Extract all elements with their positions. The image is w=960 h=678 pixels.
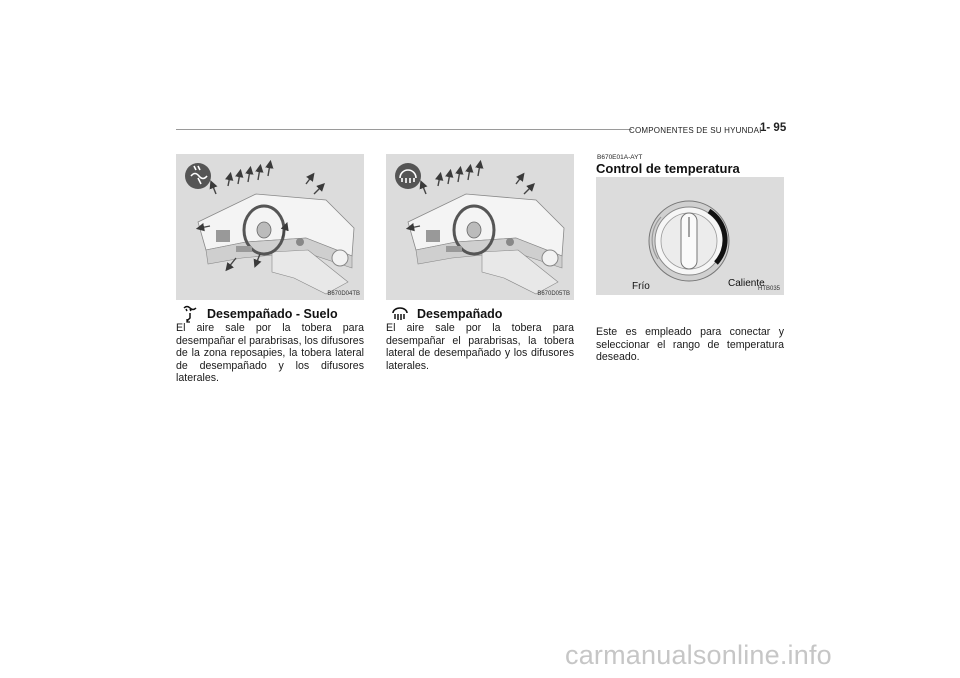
dashboard-illustration-defrost-floor [176, 154, 364, 300]
header-section-title: COMPONENTES DE SU HYUNDAI [629, 126, 762, 135]
defrost-floor-icon [181, 305, 199, 323]
section-heading-defrost-floor [181, 305, 338, 323]
dashboard-illustration-defrost [386, 154, 574, 300]
watermark: carmanualsonline.info [565, 640, 832, 670]
body-paragraph: Este es empleado para conectar y seleccionar el rango de temperatura deseado. [596, 326, 784, 364]
figure-code: HTB035 [757, 286, 780, 292]
figure-code: B670D05TB [537, 291, 570, 297]
body-paragraph: El aire sale por la tobera para desempañar el parabrisas, la tobera lateral de desempañado y los difusores laterales. [386, 322, 574, 372]
hot-label: Caliente [728, 278, 765, 289]
figure-code: B670D04TB [327, 291, 360, 297]
header-rule [176, 129, 632, 130]
section-title: Desempañado - Suelo [207, 307, 338, 321]
body-paragraph: El aire sale por la tobera para desempañar el parabrisas, los difusores de la zona reposapies, la tobera lateral de desempañado y los difusores laterales. [176, 322, 364, 385]
section-title: Control de temperatura [596, 161, 740, 176]
section-heading-defrost [391, 305, 502, 323]
section-code: B670E01A-AYT [597, 154, 643, 161]
section-title: Desempañado [417, 307, 503, 321]
cold-label: Frío [632, 281, 650, 292]
page-number: 1- 95 [760, 122, 787, 134]
temperature-dial-illustration [596, 177, 784, 295]
defrost-icon [391, 305, 409, 323]
